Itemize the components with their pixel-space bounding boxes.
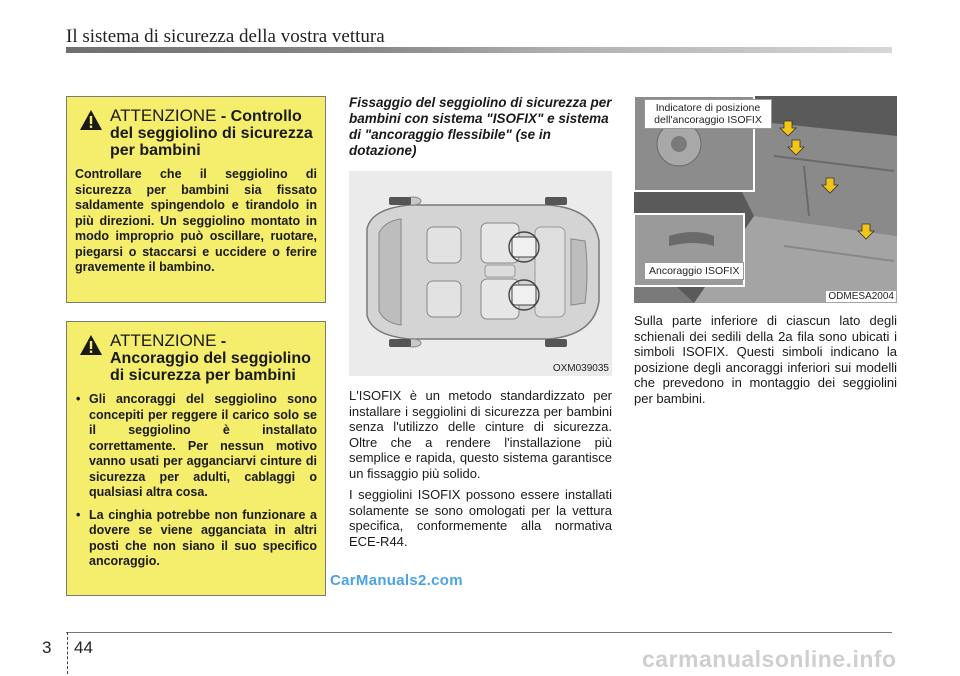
warning-header [75,107,317,159]
paragraph-isofix-homologation: I seggiolini ISOFIX possono essere installati solamente se sono omologati per la vettura specifica, conformemente alla normativa ECE-R44. [349,487,612,549]
watermark-link[interactable]: CarManuals2.com [330,572,463,589]
page-header-title: Il sistema di sicurezza della vostra vettura [66,26,385,47]
car-topview-illustration [349,171,612,376]
warning-title: ATTENZIONE - Controllo del seggiolino di sicurezza per bambini [110,106,313,159]
label-isofix-indicator: Indicatore di posizione dell'ancoraggio ISOFIX [644,99,772,129]
warning-header [75,332,317,384]
rear-seat-photo [634,96,897,303]
middle-column [349,95,612,549]
figure-caption: OXM039035 [552,363,609,374]
page-number: 44 [74,638,93,657]
warning-triangle-icon [79,109,103,131]
paragraph-isofix-symbols: Sulla parte inferiore di ciascun lato degli schienali dei sedili della 2a fila sono ubicati i simboli ISOFIX. Questi simboli indicano la posizione degli ancoraggi inferiori sui modelli che prevedono in montaggio dei seggiolini per bambini. [634,313,897,406]
warning-box-child-seat-check [66,96,326,303]
footer-rule [66,632,892,633]
paragraph-isofix-intro: L'ISOFIX è un metodo standardizzato per installare i seggiolini di sicurezza per bambini senza l'utilizzo delle cinture di sicurezza. Oltre che a rendere l'installazione più semplice e rapida, questo sistema garantisce un fissaggio più solido. [349,388,612,481]
warning-bullet: • Gli ancoraggi del seggiolino sono concepiti per reggere il carico solo se il seggiolino è installato correttamente. Per nessun motivo vanno usati per agganciarvi cinture di sicurezza per adulti, cablaggi o qualsiasi altra cosa. [75,392,317,501]
warning-text: Controllare che il seggiolino di sicurezza per bambini sia fissato saldamente spingendolo e tirandolo in più direzioni. Un seggiolino montato in modo improprio può oscillare, ruotare, piegarsi o staccarsi e uccidere o ferire gravemente il bambino. [75,167,317,274]
warning-triangle-icon [79,334,103,356]
page-number-divider [67,632,68,674]
figure-caption: ODMESA2004 [828,291,894,302]
section-subheading: Fissaggio del seggiolino di sicurezza per bambini con sistema "ISOFIX" e sistema di "ancoraggio flessibile" (se in dotazione) [349,95,612,158]
right-column [634,96,897,406]
label-isofix-anchor: Ancoraggio ISOFIX [644,262,744,280]
car-topview-figure [349,171,612,376]
warning-title: ATTENZIONE - Ancoraggio del seggiolino di sicurezza per bambini [110,331,311,384]
section-number: 3 [42,638,52,657]
watermark-footer: carmanualsonline.info [642,646,897,672]
warning-bullet: • La cinghia potrebbe non funzionare a dovere se viene agganciata in altri posti che non siano il suo specifico ancoraggio. [75,508,317,570]
warning-box-anchorage [66,321,326,596]
warning-bullet-list [75,392,317,570]
header-rule [66,47,892,53]
